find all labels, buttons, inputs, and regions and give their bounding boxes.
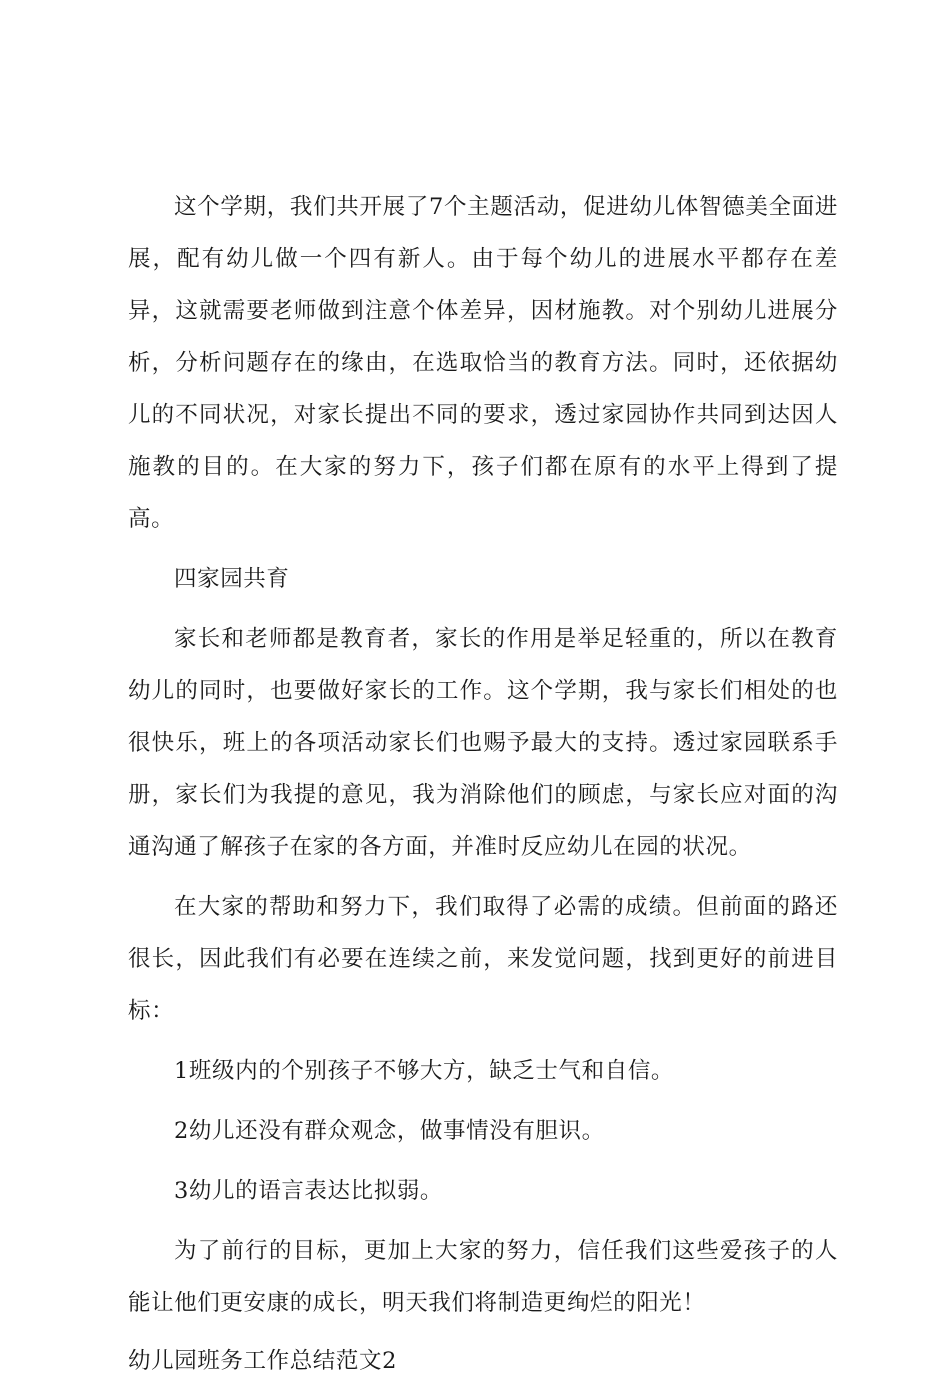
subheading-home-school-coeducation: 四家园共育 [174, 566, 290, 592]
paragraph-parents-work: 家长和老师都是教育者，家长的作用是举足轻重的，所以在教育幼儿的同时，也要做好家长的工作。这个学期，我与家长们相处的也很快乐，班上的各项活动家长们也赐予最大的支持。透过家园联系手册，家长们为我提的意见，我为消除他们的顾虑，与家长应对面的沟通沟通了解孩子在家的各方面，并准时反应幼儿在园的状况。 [128, 626, 838, 860]
list-item-2: 2幼儿还没有群众观念，做事情没有胆识。 [174, 1118, 605, 1144]
paragraph-achievements: 在大家的帮助和努力下，我们取得了必需的成绩。但前面的路还很长，因此我们有必要在连续之前，来发觉问题，找到更好的前进目标： [128, 894, 838, 1024]
paragraph-closing: 为了前行的目标，更加上大家的努力，信任我们这些爱孩子的人能让他们更安康的成长，明天我们将制造更绚烂的阳光！ [128, 1238, 838, 1316]
document-body [128, 181, 838, 1387]
list-item-3: 3幼儿的语言表达比拟弱。 [174, 1178, 444, 1204]
paragraph-theme-activities: 这个学期，我们共开展了7个主题活动，促进幼儿体智德美全面进展，配有幼儿做一个四有新人。由于每个幼儿的进展水平都存在差异，这就需要老师做到注意个体差异，因材施教。对个别幼儿进展分析，分析问题存在的缘由，在选取恰当的教育方法。同时，还依据幼儿的不同状况，对家长提出不同的要求，透过家园协作共同到达因人施教的目的。在大家的努力下，孩子们都在原有的水平上得到了提高。 [128, 194, 838, 532]
section-title: 幼儿园班务工作总结范文2 [128, 1348, 398, 1374]
list-item-1: 1班级内的个别孩子不够大方，缺乏士气和自信。 [174, 1058, 675, 1084]
